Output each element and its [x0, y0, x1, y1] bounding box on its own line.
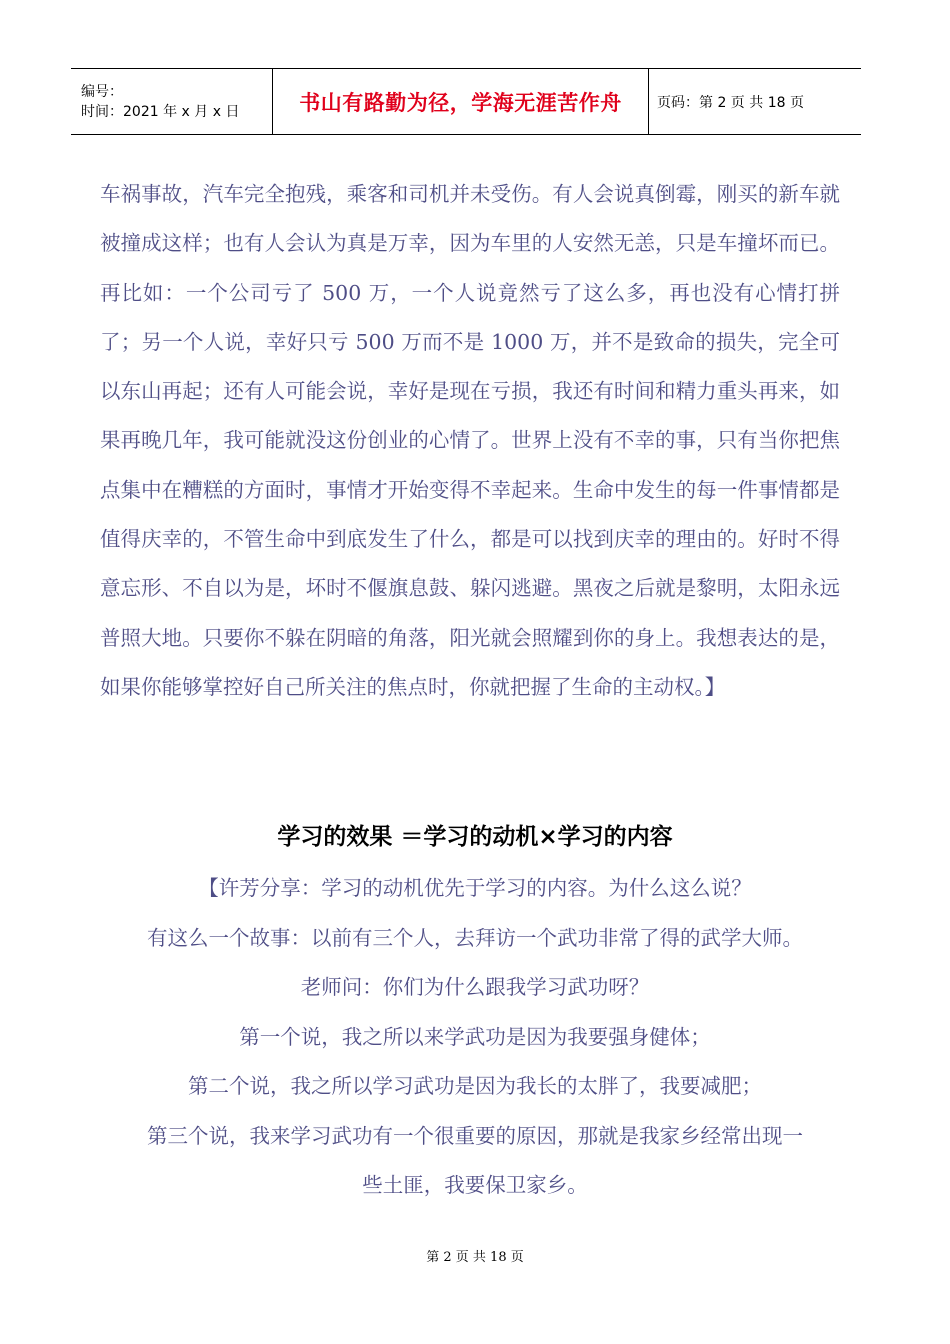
page-footer: 第 2 页 共 18 页: [426, 1250, 524, 1265]
document-time-label: 时间：2021 年 x 月 x 日: [81, 103, 240, 120]
header-motto: 书山有路勤为径，学海无涯苦作舟: [299, 90, 622, 115]
section-line: 第三个说，我来学习武功有一个很重要的原因，那就是我家乡经常出现一: [147, 1123, 803, 1148]
section-line: 有这么一个故事：以前有三个人，去拜访一个武功非常了得的武学大师。: [147, 925, 803, 950]
section-title: 学习的效果 ＝学习的动机×学习的内容: [277, 824, 673, 850]
document-number-label: 编号：: [81, 83, 123, 100]
body-paragraph: 车祸事故，汽车完全抱残，乘客和司机并未受伤。有人会说真倒霉，刚买的新车就被撞成这样；也有人会认为真是万幸，因为车里的人安然无恙，只是车撞坏而已。再比如：一个公司亏了 500 万，一个人说竟然亏了这么多，再也没有心情打拼了；另一个人说，幸好只亏 500 万而不是 1000 万，并不是致命的损失，完全可以东山再起；还有人可能会说，幸好是现在亏损，我还有时间和精力重头再来，如果再晚几年，我可能就没这份创业的心情了。世界上没有不幸的事，只有当你把焦点集中在糟糕的方面时，事情才开始变得不幸起来。生命中发生的每一件事情都是值得庆幸的，不管生命中到底发生了什么，都是可以找到庆幸的理由的。好时不得意忘形、不自以为是，坏时不偃旗息鼓、躲闪逃避。黑夜之后就是黎明，太阳永远普照大地。只要你不躲在阴暗的角落，阳光就会照耀到你的身上。我想表达的是，如果你能够掌控好自己所关注的焦点时，你就把握了生命的主动权。】: [100, 182, 840, 699]
header-page-cell: [649, 69, 861, 134]
section-line: 老师问：你们为什么跟我学习武功呀？: [300, 975, 650, 999]
section-line: 些土匪，我要保卫家乡。: [362, 1173, 588, 1197]
header-meta-cell: [71, 69, 273, 134]
page-header: [71, 68, 861, 135]
header-motto-cell: [273, 69, 649, 134]
section-line: 第一个说，我之所以来学武功是因为我要强身健体；: [239, 1024, 711, 1049]
section-line: 第二个说，我之所以学习武功是因为我长的太胖了，我要减肥；: [188, 1074, 762, 1098]
section-centered-text: [0, 864, 950, 1211]
header-page-info: 页码：第 2 页 共 18 页: [657, 94, 804, 111]
section-line: 【许芳分享：学习的动机优先于学习的内容。为什么这么说？: [198, 876, 752, 900]
